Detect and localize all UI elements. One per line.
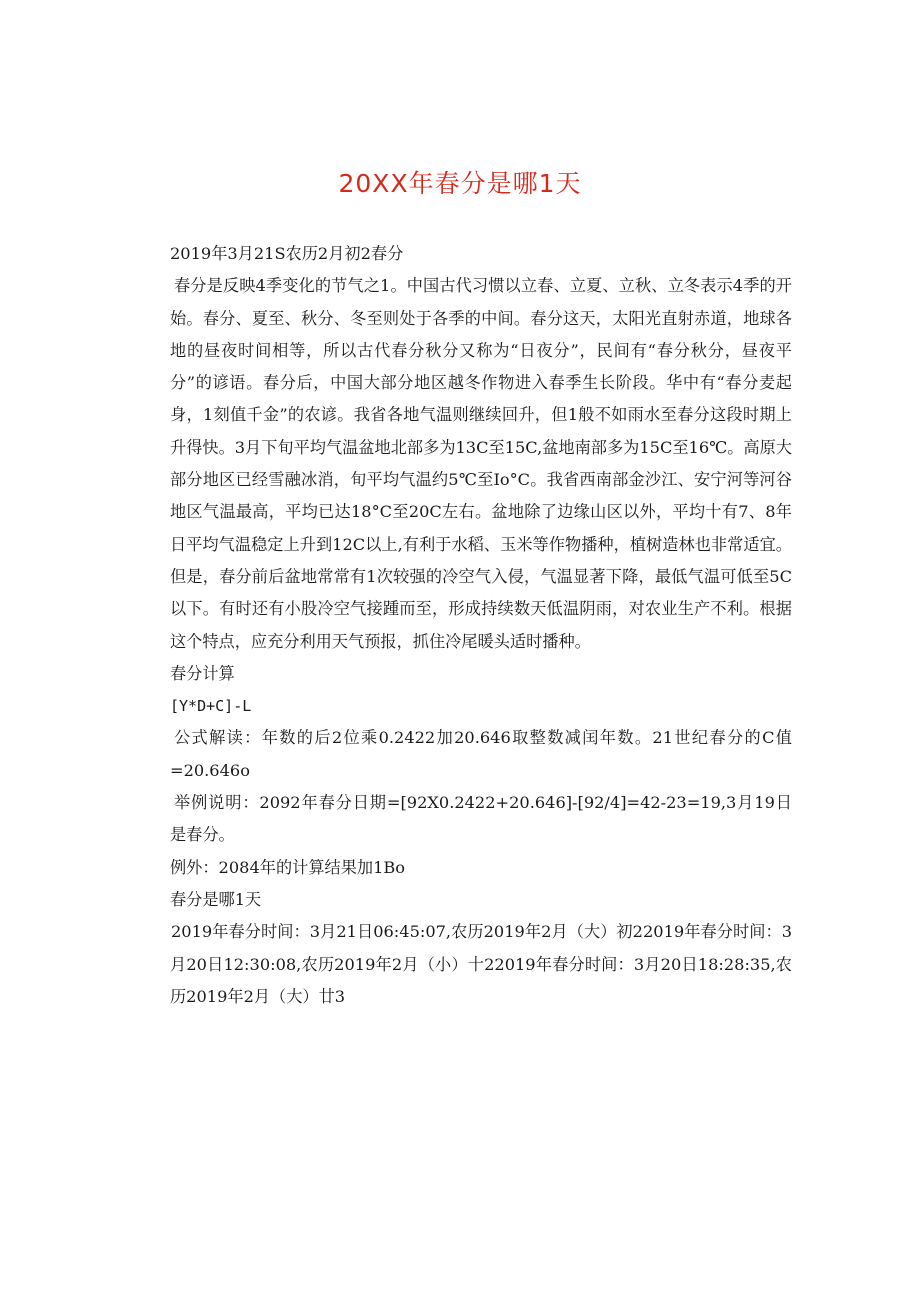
intro-paragraph: 春分是反映4季变化的节气之1。中国古代习惯以立春、立夏、立秋、立冬表示4季的开始。春分、夏至、秋分、冬至则处于各季的中间。春分这天，太阳光直射赤道，地球各地的昼夜时间相等，所以古代春分秋分又称为“日夜分”，民间有“春分秋分，昼夜平分”的谚语。春分后，中国大部分地区越冬作物进入春季生长阶段。华中有“春分麦起身，1刻值千金”的农谚。我省各地气温则继续回升，但1般不如雨水至春分这段时期上升得快。3月下旬平均气温盆地北部多为13C至15C,盆地南部多为15C至16℃。高原大部分地区已经雪融冰消，旬平均气温约5℃至Io°C。我省西南部金沙江、安宁河等河谷地区气温最高，平均已达18°C至20C左右。盆地除了边缘山区以外，平均十有7、8年日平均气温稳定上升到12C以上,有利于水稻、玉米等作物播种，植树造林也非常适宜。但是，春分前后盆地常常有1次较强的冷空气入侵，气温显著下降，最低气温可低至5C以下。有时还有小股冷空气接踵而至，形成持续数天低温阴雨，对农业生产不利。根据这个特点，应充分利用天气预报，抓住冷尾暖头适时播种。 — [170, 276, 792, 651]
section-heading-calculation: 春分计算 — [170, 663, 235, 683]
document-body — [170, 238, 792, 1013]
document-title: 20XX年春分是哪1天 — [338, 169, 582, 198]
section-heading-which-day: 春分是哪1天 — [170, 889, 262, 909]
formula-explanation: 公式解读：年数的后2位乘0.2422加20.646取整数减闰年数。21世纪春分的C值=20.646o — [170, 728, 792, 780]
example-paragraph: 举例说明：2092年春分日期=[92X0.2422+20.646]-[92/4]=42-23=19,3月19日是春分。 — [170, 793, 792, 845]
formula-line: [Y*D+C]-L — [170, 697, 252, 716]
times-paragraph: 2019年春分时间：3月21日06:45:07,农历2019年2月（大）初22019年春分时间：3月20日12:30:08,农历2019年2月（小）十22019年春分时间：3月20日18:28:35,农历2019年2月（大）廿3 — [170, 922, 792, 1006]
exception-paragraph: 例外：2084年的计算结果加1Bo — [170, 857, 406, 877]
date-line: 2019年3月21S农历2月初2春分 — [170, 244, 404, 263]
